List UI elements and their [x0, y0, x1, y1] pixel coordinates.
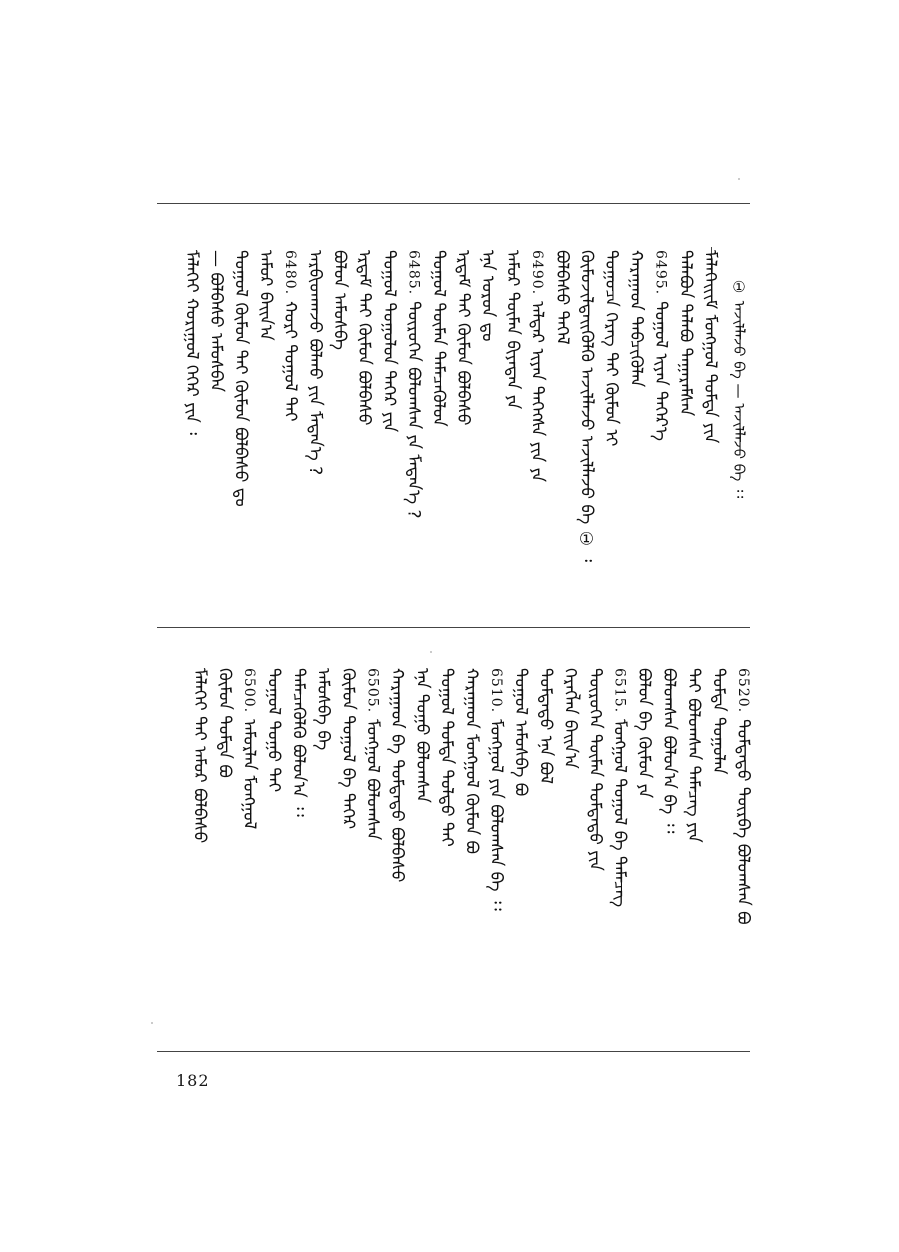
verse-text: ᠠᠮᠤᠰᠪᠠ ᠪᠠ	[313, 668, 334, 751]
verse-text: ᠲᠣᠭᠣᠴᠠ ᠬᠡᠷᠡᠭ ᠲᠡᠢ ᠬᠦᠮᠦᠨ ᠢ	[601, 250, 622, 447]
verse-text: ᠲᠡᠮᠡᠴᠡᠭᠦᠯᠬᠦ ᠪᠣᠯᠤᠨ᠎ᠠ ᠄᠄	[288, 668, 309, 817]
line-number: 6495.	[652, 250, 669, 296]
verse-text: ᠠᠮᠤᠷ ᠪᠠᠢ᠌ᠨ᠎ᠠ	[255, 250, 276, 341]
line-number: 6480.	[282, 250, 299, 296]
verse-text: ᠬᠠᠷᠠᠭᠠᠳ ᠪᠠ ᠳᠤᠮᠳᠠᠳᠤ ᠪᠣᠯᠪᠠᠰᠤ	[387, 668, 408, 883]
verse-text: ᠠᠯᠳᠠᠷ ᠢᠶᠡᠨ ᠳᠡᠭᠡᠭᠰᠡ ᠶᠢᠨ ᠶᠠ	[527, 301, 548, 482]
verse-line	[339, 668, 356, 829]
verse-text: ᠳᠣᠭᠣᠯ ᠠᠮᠤᠰᠪᠠ ᠪᠣ	[510, 668, 531, 797]
verse-line	[708, 668, 729, 775]
verse-line	[553, 250, 570, 345]
verse-line	[331, 250, 348, 350]
verse-line	[487, 668, 504, 911]
verse-line	[634, 668, 655, 799]
verse-line	[354, 250, 375, 426]
verse-line	[454, 250, 471, 426]
verse-line	[685, 668, 702, 843]
verse-line	[306, 250, 323, 475]
footnote-text: ① ᠠᠵᠢᠯᠯᠠᠵᠤ ᠪᠠ — ᠠᠵᠢᠯᠯᠠᠵᠤ ᠪᠠ ᠄᠄	[730, 278, 748, 499]
verse-text: ᠮᠡᠯᠡᠭᠡᠢ ᠬᠣᠷᠢᠭᠣᠯ ᠬᠡᠭᠡᠷ ᠶᠢᠨ ᠄	[181, 250, 202, 436]
verse-line	[578, 250, 595, 562]
verse-text: ᠳᠤᠮᠳᠠᠳᠤ ᠳᠦᠷᠪᠡ ᠪᠣᠯᠤᠭᠰᠠᠨ ᠪᠣ	[733, 719, 753, 925]
verse-line	[461, 668, 482, 855]
line-number: 6505.	[364, 668, 381, 714]
verse-line	[255, 250, 276, 341]
verse-line	[181, 250, 202, 436]
scan-speck	[151, 1022, 153, 1024]
line-number: 6520.	[735, 668, 751, 714]
verse-text: ᠡᠷᠳᠡᠮ ᠲᠡᠢ ᠬᠦᠮᠦᠨ ᠪᠣᠯᠪᠠᠰᠤ	[453, 250, 473, 426]
verse-text: ᠲᠣᠭᠣᠯ ᠲᠦᠮᠡᠨ ᠲᠡᠮᠡᠴᠡᠭᠦᠯᠦᠨ	[428, 250, 449, 427]
verse-text: ᠮᠣᠩᠭᠣᠯ ᠲᠣᠭᠣᠯ ᠪᠠ ᠲᠡᠮᠡᠴᠡᠭ	[609, 719, 630, 908]
verse-text: ᠳᠤᠮᠳᠠ ᠲᠣᠭᠣᠯᠠᠨ	[708, 668, 729, 775]
scan-speck	[738, 178, 740, 180]
top-rule	[157, 203, 750, 204]
verse-text: ᠮᠡᠯᠡᠭᠡᠢ ᠲᠡᠢ ᠠᠮᠤᠷ ᠪᠣᠯᠪᠠᠰᠤ	[189, 668, 210, 844]
verse-line	[586, 668, 603, 871]
verse-text: ᠪᠣᠯᠤᠨ ᠪᠠ ᠬᠦᠮᠦᠨ ᠶᠠ	[634, 668, 655, 799]
verse-line	[601, 250, 622, 447]
verse-line	[280, 250, 301, 422]
verse-text: ᠬᠡᠷᠡᠭᠯᠡᠨ ᠪᠠᠢ᠌ᠨ᠎ᠠ	[560, 668, 581, 769]
verse-text: ᠮᠡᠯᠡᠭᠡᠢᠢᠮ ᠮᠣᠩᠭᠣᠯ ᠳᠤᠮᠳᠠ ᠶᠢᠨ	[700, 250, 720, 444]
verse-text: ᠲᠣᠭᠣᠯ ᠳᠤᠮᠳᠠ ᠳᠤᠯᠳᠤ ᠲᠡᠢ	[436, 668, 457, 847]
line-number: 6510.	[488, 668, 504, 714]
verse-line	[265, 668, 282, 792]
verse-text: ᠡᠨᠡ ᠣᠷᠣᠨ ᠳᠤ	[477, 250, 498, 342]
verse-text: ᠠᠷᠪᠢᠳᠬᠠᠵᠤ ᠪᠣᠯᠬᠤ ᠶᠢᠨ ᠮᠡᠳᠡᠨ᠎ᠡ ?	[304, 250, 325, 476]
verse-text: ᠬᠦᠮᠦᠵᠢᠯᠲᠡᠢᠭᠦᠯᠬᠦ ᠠᠵᠢᠯᠯᠠᠵᠤ ᠠᠵᠢᠯᠯᠠᠵᠤ ᠪᠠ ① ᠄	[576, 250, 597, 562]
verse-line	[535, 668, 556, 785]
verse-line	[502, 250, 523, 410]
verse-line	[627, 250, 644, 387]
verse-text: ᠲᠦᠷᠦᠭᠡᠨ ᠲᠦᠮᠡᠨ ᠳᠤᠮᠳᠠᠳᠤ ᠶᠢᠨ	[584, 668, 605, 871]
line-number: 6485.	[405, 250, 422, 296]
verse-text: ᠬᠦᠮᠦᠨ ᠳᠤᠮᠳᠠ ᠪᠣ	[214, 668, 235, 778]
verse-line	[214, 668, 235, 778]
scan-speck	[430, 651, 432, 653]
middle-rule	[157, 627, 750, 628]
verse-line	[405, 250, 422, 519]
verse-line	[313, 668, 334, 751]
verse-line	[438, 668, 455, 847]
bottom-rule	[157, 1051, 750, 1052]
verse-text: ᠲᠣᠭᠣᠯ ᠳᠣᠭᠣᠯᠤᠨ ᠲᠡᠭᠡᠷ ᠶᠢᠨ	[378, 250, 399, 433]
line-number: 6500.	[241, 668, 257, 714]
verse-text: ᠡᠷᠳᠡᠮ ᠲᠡᠢ ᠬᠦᠮᠦᠨ ᠪᠣᠯᠪᠠᠰᠤ	[354, 250, 375, 426]
verse-line	[364, 668, 381, 840]
verse-text: ᠲᠣᠭᠣᠯ ᠬᠦᠮᠦᠨ ᠲᠡᠢ ᠬᠦᠮᠦᠨ ᠪᠣᠯᠪᠠᠰᠤ ᠳᠤ	[230, 250, 251, 507]
verse-text: ᠪᠣᠯᠤᠭᠰᠠᠨ ᠪᠣᠯᠤᠨ᠎ᠠ ᠪᠠ ᠄᠄	[658, 668, 679, 834]
line-number: 6515.	[611, 668, 628, 714]
verse-text: ᠬᠠᠷᠠᠭᠠᠳ ᠲᠡᠪᠴᠢᠭᠦᠯᠡᠨ	[625, 250, 646, 388]
verse-text: ᠬᠣᠷᠢ ᠲᠣᠭᠣᠯ ᠲᠡᠢ	[280, 301, 301, 422]
verse-text: ᠪᠣᠯᠤᠨ ᠠᠮᠤᠰᠪᠠ	[329, 250, 350, 351]
verse-line	[527, 250, 548, 482]
verse-text: ᠮᠣᠩᠭᠣᠯ ᠶᠢᠨ ᠪᠣᠯᠤᠭᠰᠠᠨ ᠪᠠ ᠄᠄	[486, 719, 506, 911]
verse-line	[560, 668, 581, 769]
verse-text: ᠠᠮᠤᠷᠯᠠᠨ ᠮᠣᠩᠭᠣᠯ	[239, 719, 259, 830]
verse-line	[512, 668, 529, 796]
verse-text: ᠲᠡᠢ ᠪᠣᠯᠤᠭᠰᠠᠨ ᠲᠡᠮᠡᠴᠡᠭ ᠶᠢᠨ	[683, 668, 704, 843]
verse-text: ᠲᠦᠷᠦᠭᠡᠨ ᠪᠣᠯᠤᠭᠰᠠᠨ ᠶᠠ ᠮᠡᠳᠡᠨ᠎ᠡ ?	[403, 301, 424, 519]
verse-text: ᠬᠦᠮᠦᠨ ᠲᠣᠭᠣᠯ ᠪᠠ ᠲᠡᠭᠡᠷ	[337, 668, 358, 830]
verse-text: ᠮᠣᠩᠭᠣᠯ ᠪᠣᠯᠤᠭᠰᠠᠨ	[362, 719, 383, 841]
verse-line	[701, 250, 718, 443]
verse-text: ᠠᠮᠤᠷ ᠲᠦᠮᠡᠨ ᠪᠢᠶᠡᠳᠡᠨ ᠶᠠ	[502, 250, 523, 410]
verse-line	[413, 668, 430, 803]
verse-text: ᠳᠣᠭᠣᠯ ᠲᠣᠭᠣ ᠲᠡᠢ	[263, 668, 284, 793]
verse-line	[652, 250, 669, 441]
verse-text: ᠳᠤᠮᠳᠠᠳᠤ ᠡᠨᠡ ᠪᠣᠯ	[535, 668, 556, 785]
line-number: 6490.	[529, 250, 546, 296]
verse-line	[428, 250, 449, 427]
verse-line	[288, 668, 309, 817]
verse-text: ᠪᠣᠯᠪᠠᠰᠤ ᠳᠡᠭᠡᠯ	[551, 250, 572, 345]
verse-line	[240, 668, 257, 829]
verse-line	[380, 250, 397, 432]
verse-text: ᠡᠨᠡ ᠲᠣᠭᠣ ᠪᠣᠯᠤᠭᠰᠠᠨ	[411, 668, 432, 803]
verse-line	[191, 668, 208, 843]
verse-text: ᠲᠠᠯᠠᠪᠤᠨ ᠲᠠᠯᠠᠪᠤ ᠲᠠᠭᠠᠷᠠᠮᠰᠠᠨ	[675, 250, 696, 417]
verse-line	[675, 250, 696, 417]
verse-line	[207, 250, 224, 392]
verse-line	[611, 668, 628, 907]
verse-line	[660, 668, 677, 833]
verse-line	[479, 250, 496, 341]
verse-text: ᠲᠣᠭᠣᠯ ᠢᠶᠡᠨ ᠳᠡᠭᠡᠷ᠎ᠡ	[650, 301, 671, 442]
page-number: 182	[176, 1071, 210, 1090]
verse-line	[387, 668, 408, 883]
verse-text: — ᠪᠣᠯᠪᠠᠰᠤ ᠠᠮᠤᠰᠪᠠᠨ	[206, 250, 226, 392]
verse-line	[734, 668, 751, 925]
verse-line	[232, 250, 249, 507]
verse-text: ᠬᠠᠷᠠᠭᠠᠳ ᠮᠣᠩᠭᠣᠯ ᠬᠦᠮᠦᠨ ᠪᠣ	[461, 668, 482, 855]
